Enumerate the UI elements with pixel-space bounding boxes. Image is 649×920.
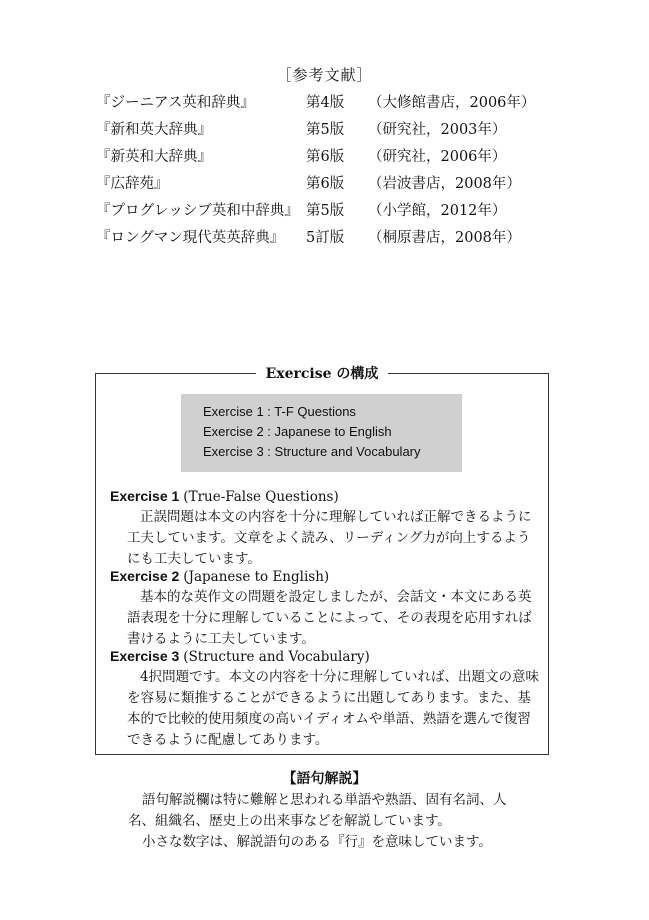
reference-title: 『新和英大辞典』 (96, 122, 212, 138)
exercise-section-body: 4択問題です。本文の内容を十分に理解していれば、出題文の意味を容易に類推することができるように出題してあります。また、基本的で比較的使用頻度の高いイディオムや単語、熟語を選んで復習できるように配慮してあります。 (127, 669, 540, 748)
reference-publisher: （研究社，2006年） (368, 149, 507, 165)
reference-title: 『ロングマン現代英英辞典』 (96, 230, 285, 246)
glossary-title: 【語句解説】 (282, 771, 367, 787)
reference-edition: 第6版 (306, 176, 345, 192)
reference-edition: 第6版 (306, 149, 345, 165)
exercise-section-subtitle: (True-False Questions) (183, 489, 339, 505)
exercise-section-subtitle: (Structure and Vocabulary) (183, 649, 370, 665)
reference-edition: 第5版 (306, 122, 345, 138)
exercise-section (110, 646, 540, 751)
exercise-structure-box (95, 366, 549, 755)
reference-edition: 第4版 (306, 95, 345, 111)
references-title: ［参考文献］ (276, 66, 373, 84)
reference-publisher: （岩波書店，2008年） (368, 176, 521, 192)
reference-title: 『新英和大辞典』 (96, 149, 212, 165)
glossary-paragraph: 語句解説欄は特に難解と思われる単語や熟語、固有名詞、人名、組織名、歴史上の出来事などを解説しています。 (128, 792, 507, 829)
exercise-section-name: Exercise 2 (110, 568, 180, 584)
reference-publisher: （大修館書店，2006年） (368, 95, 536, 111)
glossary-paragraph: 小さな数字は、解説語句のある『行』を意味しています。 (142, 834, 492, 850)
exercise-section-subtitle: (Japanese to English) (183, 569, 330, 585)
reference-title: 『ジーニアス英和辞典』 (96, 95, 255, 111)
exercise-box-title: Exercise の構成 (256, 366, 389, 382)
reference-publisher: （小学館，2012年） (368, 203, 507, 219)
reference-title: 『プログレッシブ英和中辞典』 (96, 203, 299, 219)
reference-publisher: （桐原書店，2008年） (368, 230, 521, 246)
exercise-section-body: 基本的な英作文の問題を設定しましたが、会話文・本文にある英語表現を十分に理解していることによって、その表現を応用すれば書けるように工夫しています。 (127, 589, 532, 647)
summary-line: Exercise 3 : Structure and Vocabulary (203, 444, 421, 459)
exercise-section-body: 正誤問題は本文の内容を十分に理解していれば正解できるように工夫しています。文章をよく読み、リーディング力が向上するようにも工夫しています。 (127, 509, 532, 567)
summary-line: Exercise 2 : Japanese to English (203, 424, 392, 439)
exercise-section-name: Exercise 3 (110, 648, 180, 664)
summary-line: Exercise 1 : T-F Questions (203, 404, 356, 419)
glossary-body (128, 790, 528, 853)
reference-publisher: （研究社，2003年） (368, 122, 507, 138)
reference-edition: 5訂版 (306, 230, 345, 246)
exercise-section (110, 566, 540, 650)
exercise-section (110, 486, 540, 570)
exercise-section-name: Exercise 1 (110, 488, 180, 504)
reference-edition: 第5版 (306, 203, 345, 219)
exercise-summary-panel (181, 394, 462, 472)
reference-title: 『広辞苑』 (96, 176, 169, 192)
